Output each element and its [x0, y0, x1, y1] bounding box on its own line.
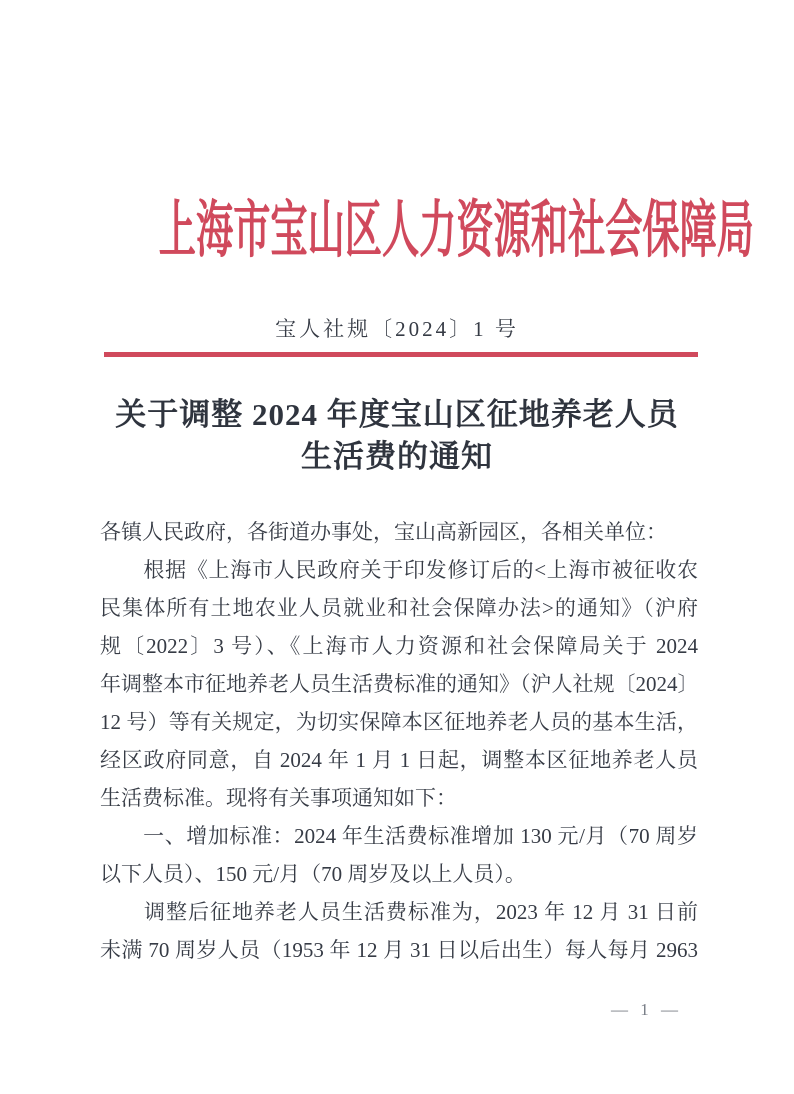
body-line: 年调整本市征地养老人员生活费标准的通知》（沪人社规〔2024〕 [100, 672, 698, 696]
page-number: — 1 — [611, 1000, 682, 1019]
body-line: 生活费标准。现将有关事项通知如下： [100, 786, 457, 810]
body-line: 以下人员）、150 元/月（70 周岁及以上人员）。 [100, 862, 526, 886]
body-line: 根据《上海市人民政府关于印发修订后的<上海市被征收农 [100, 558, 698, 582]
document-title [0, 394, 794, 478]
body-line: 规〔2022〕3 号）、《上海市人力资源和社会保障局关于 2024 [100, 634, 698, 658]
document-number: 宝人社规〔2024〕1 号 [275, 317, 519, 341]
body-line: 各镇人民政府，各街道办事处，宝山高新园区，各相关单位： [100, 520, 667, 544]
body-line: 未满 70 周岁人员（1953 年 12 月 31 日以后出生）每人每月 2963 [100, 938, 698, 962]
body-line: 一、增加标准：2024 年生活费标准增加 130 元/月（70 周岁 [100, 824, 698, 848]
agency-masthead: 上海市宝山区人力资源和社会保障局 [158, 196, 755, 265]
body-line: 12 号）等有关规定，为切实保障本区征地养老人员的基本生活， [100, 710, 698, 734]
body-line: 调整后征地养老人员生活费标准为，2023 年 12 月 31 日前 [100, 900, 698, 924]
document-title-line1: 关于调整 2024 年度宝山区征地养老人员 [115, 397, 679, 432]
document-title-line2: 生活费的通知 [301, 439, 493, 474]
body-line: 民集体所有土地农业人员就业和社会保障办法>的通知》（沪府 [100, 596, 698, 620]
document-body [100, 513, 698, 969]
header-divider-line [104, 352, 698, 357]
body-line: 经区政府同意，自 2024 年 1 月 1 日起，调整本区征地养老人员 [100, 748, 698, 772]
